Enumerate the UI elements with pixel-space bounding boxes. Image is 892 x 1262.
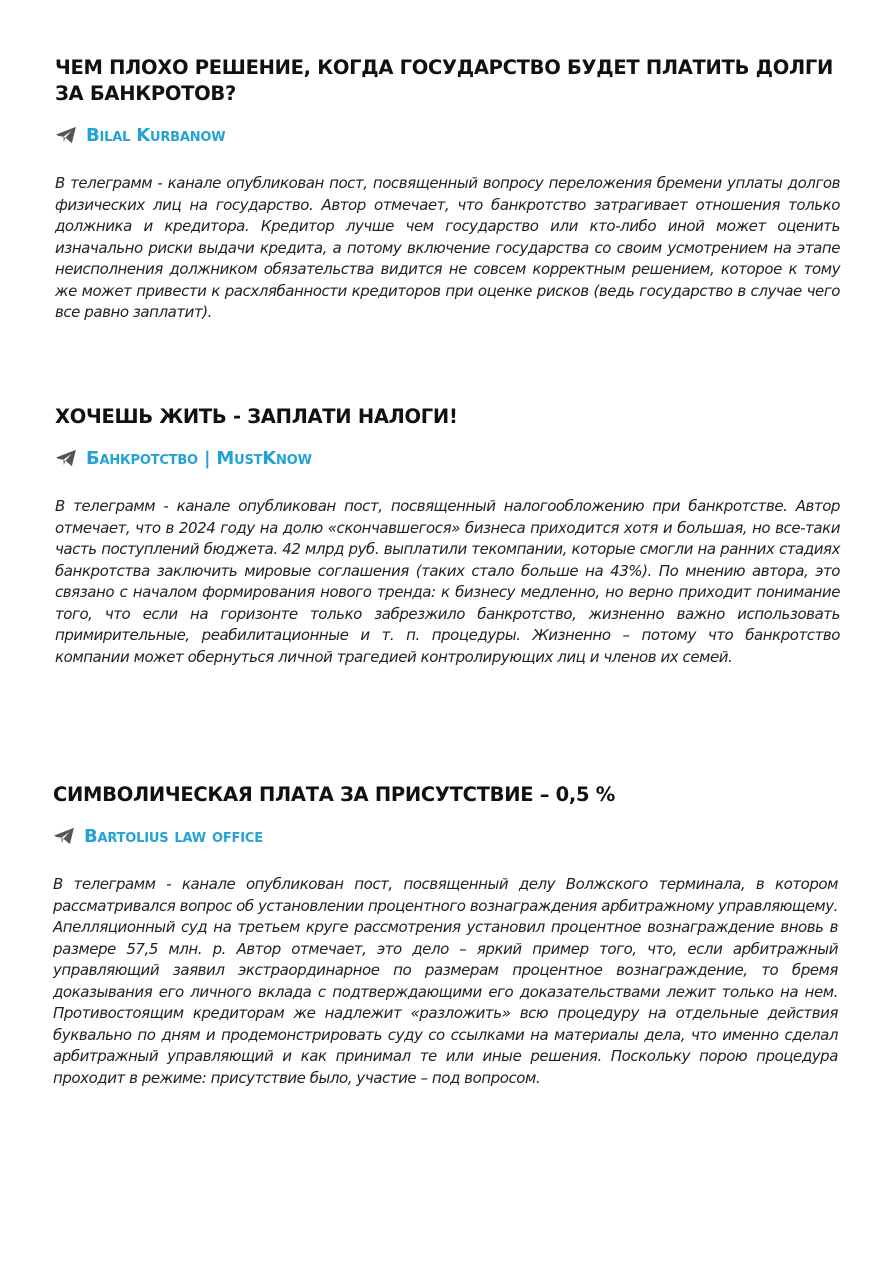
article-1 [55, 55, 840, 324]
article-title: СИМВОЛИЧЕСКАЯ ПЛАТА ЗА ПРИСУТСТВИЕ – 0,5 % [53, 783, 616, 806]
article-body: В телеграмм - канале опубликован пост, посвященный налогообложению при банкротстве. Автор отмечает, что в 2024 году на долю «скончавшегося» бизнеса приходится хотя и большая, но все-таки часть поступлений бюджета. 42 млрд руб. выплатили текомпании, которые смогли на ранних стадиях банкротства заключить мировые соглашения (таких стало больше на 43%). По мнению автора, это связано с началом формирования нового тренда: к бизнесу медленно, но верно приходит понимание того, что если на горизонте только забрезжило банкротство, жизненно важно использовать примирительные, реабилитационные и т. п. процедуры. Жизненно – потому что банкротство компании может обернуться личной трагедией контролирующих лиц и членов их семей. [55, 497, 840, 666]
article-2 [55, 404, 840, 668]
article-source [55, 124, 840, 146]
telegram-icon [55, 126, 77, 144]
article-body: В телеграмм - канале опубликован пост, посвященный делу Волжского терминала, в котором рассматривался вопрос об установлении процентного вознаграждения арбитражному управляющему. Апелляционный суд на третьем круге рассмотрения установил процентное вознаграждение вновь в размере 57,5 млн. р. Автор отмечает, это дело – яркий пример того, что, если арбитражный управляющий заявил экстраординарное по размерам процентное вознаграждение, то бремя доказывания его личного вклада с подтверждающими его доказательствами лежит только на нем. Противостоящим кредиторам же надлежит «разложить» всю процедуру на отдельные действия буквально по дням и продемонстрировать суду со ссылками на материалы дела, что именно сделал арбитражный управляющий и как принимал те или иные решения. Поскольку порою процедура проходит в режиме: присутствие было, участие – под вопросом. [53, 875, 838, 1087]
source-name[interactable]: Банкротство | MustKnow [86, 447, 312, 469]
article-3 [53, 782, 838, 1089]
telegram-icon [53, 827, 75, 845]
source-name[interactable]: Bartolius law office [84, 825, 263, 847]
article-source [53, 825, 838, 847]
article-source [55, 447, 840, 469]
article-body: В телеграмм - канале опубликован пост, посвященный вопросу переложения бремени уплаты долгов физических лиц на государство. Автор отмечает, что банкротство затрагивает отношения только должника и кредитора. Кредитор лучше чем государство или кто-либо иной может оценить изначально риски выдачи кредита, а потому включение государства со своим усмотрением на этапе неисполнения должником обязательства видится не совсем корректным решением, которое к тому же может привести к расхлябанности кредиторов при оценке рисков (ведь государство в случае чего все равно заплатит). [55, 174, 840, 321]
telegram-icon [55, 449, 77, 467]
article-title: ХОЧЕШЬ ЖИТЬ - ЗАПЛАТИ НАЛОГИ! [55, 405, 458, 428]
source-name[interactable]: Bilal Kurbanow [86, 124, 226, 146]
article-title: ЧЕМ ПЛОХО РЕШЕНИЕ, КОГДА ГОСУДАРСТВО БУДЕТ ПЛАТИТЬ ДОЛГИ ЗА БАНКРОТОВ? [55, 56, 834, 105]
